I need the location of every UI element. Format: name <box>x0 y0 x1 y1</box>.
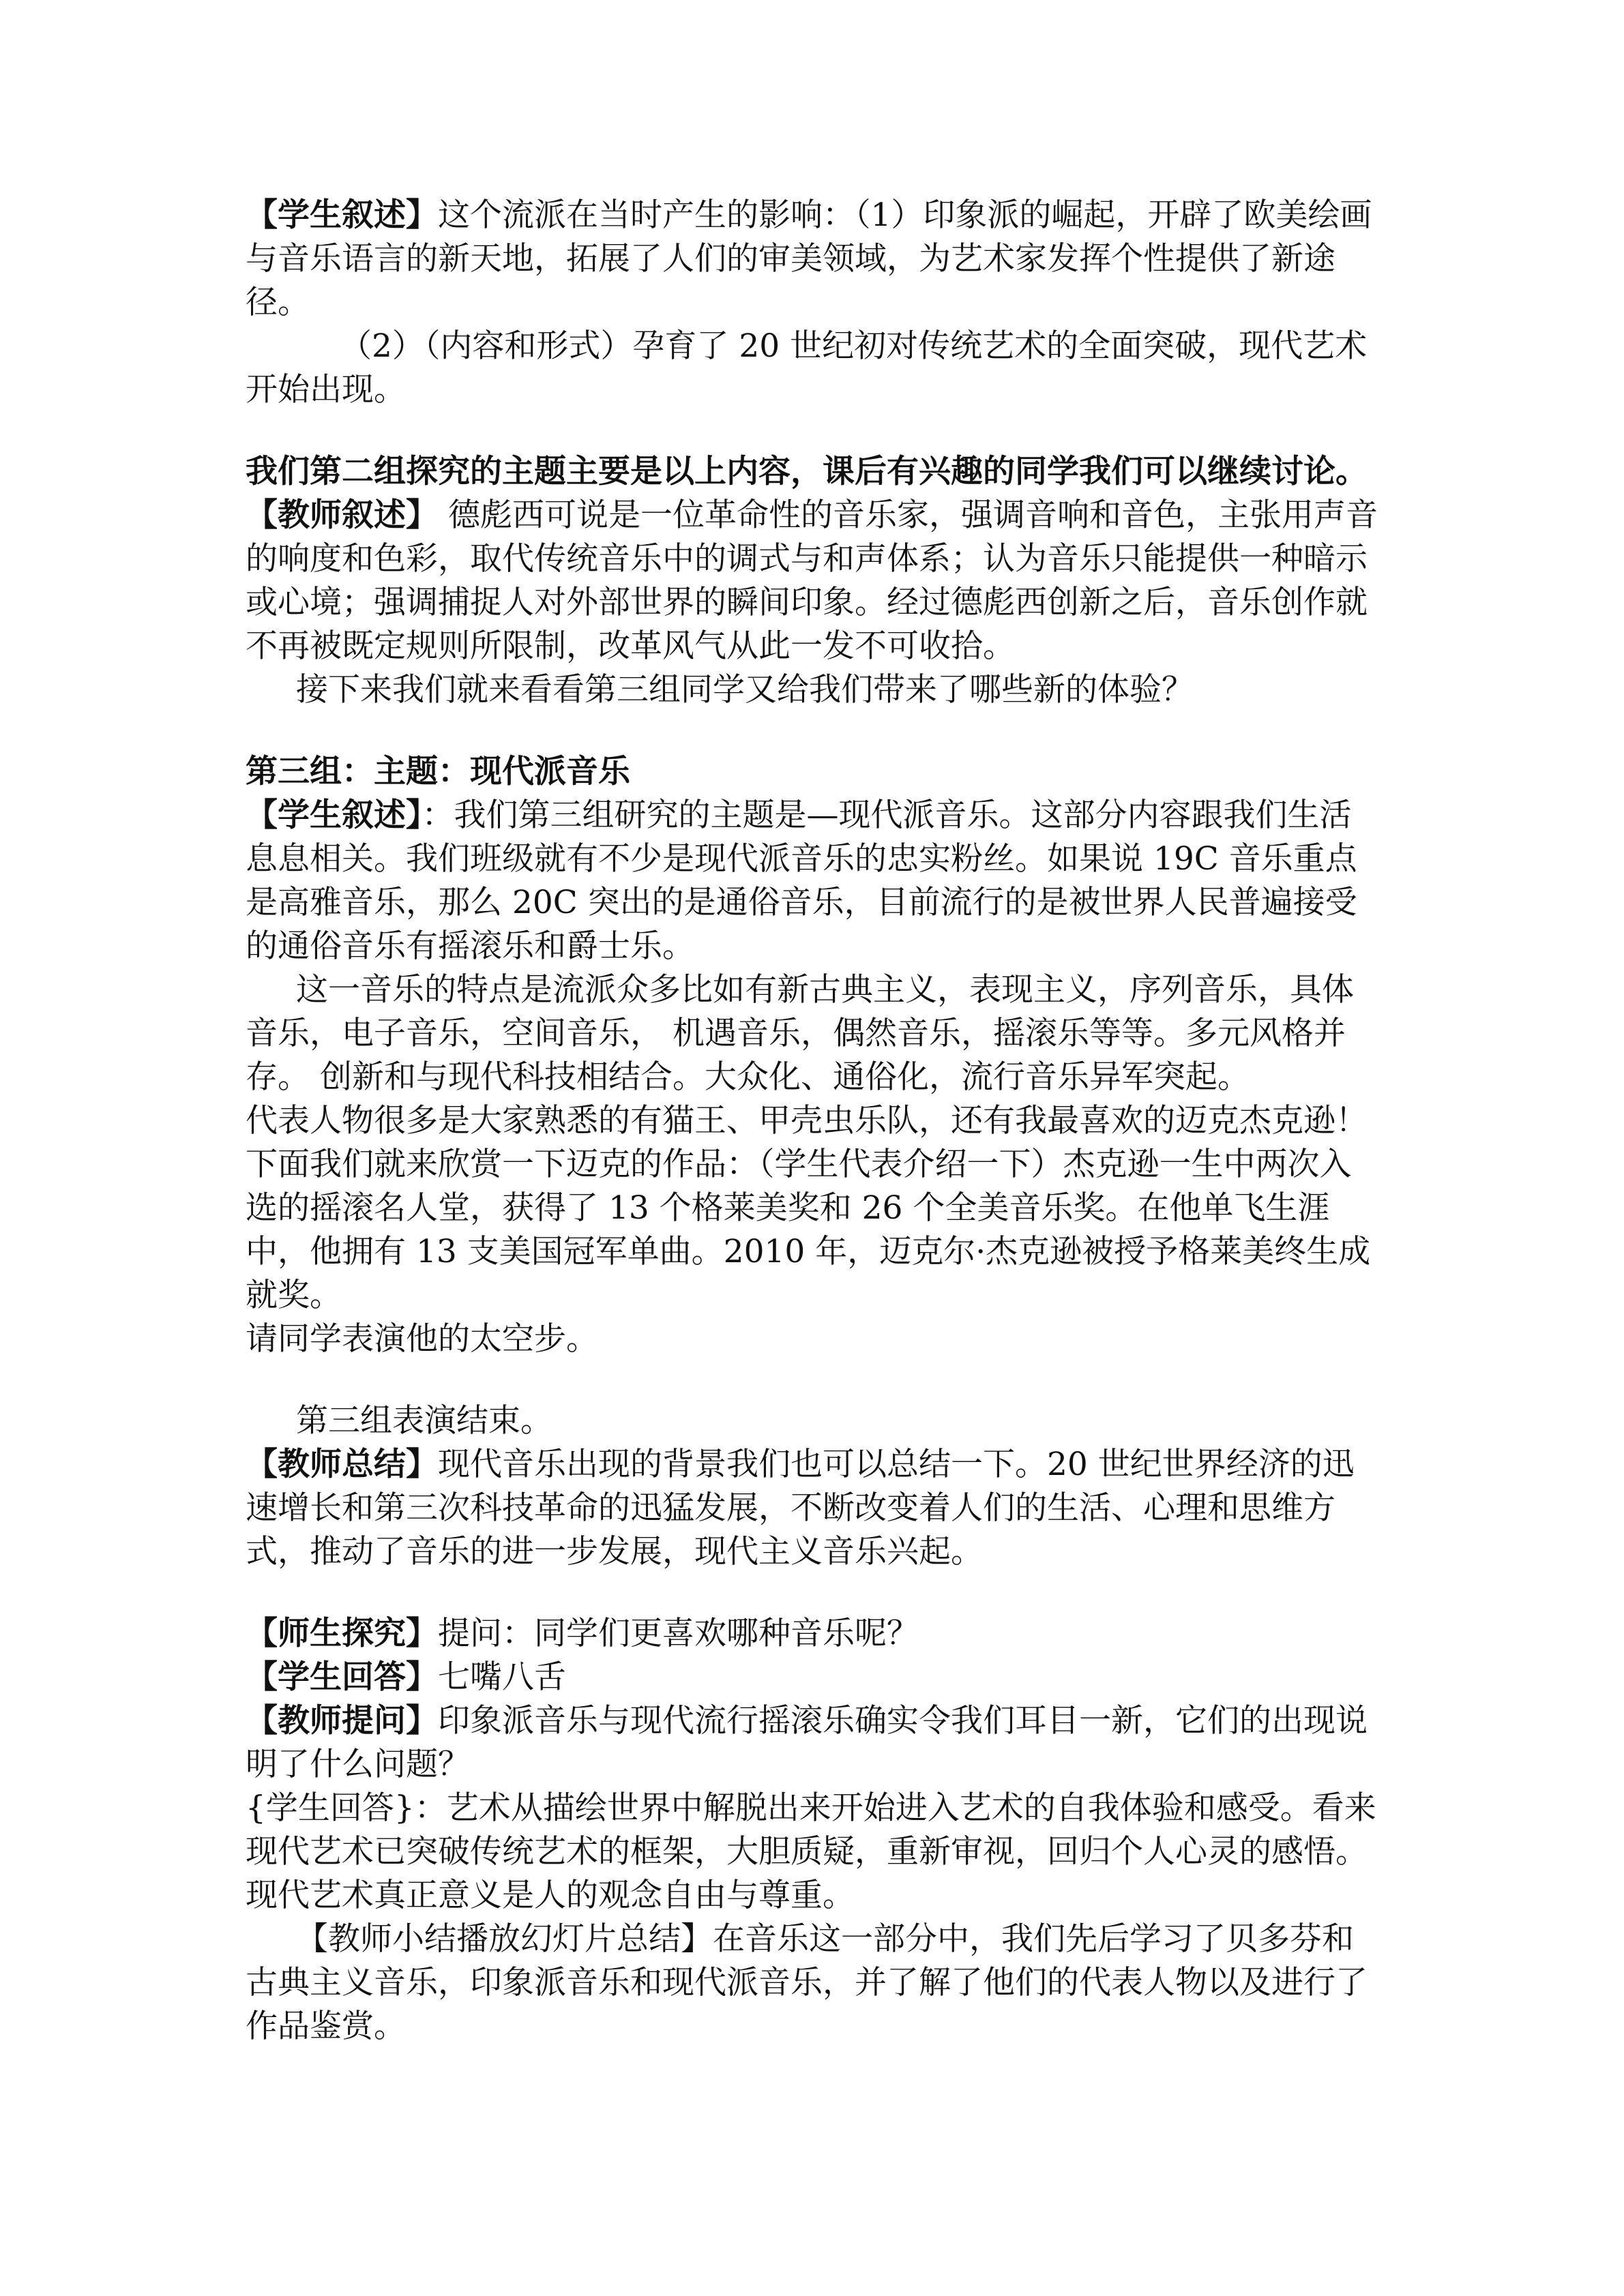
paragraph-representatives: 代表人物很多是大家熟悉的有猫王、甲壳虫乐队，还有我最喜欢的迈克杰克逊！下面我们就来欣赏一下迈克的作品：（学生代表介绍一下）杰克逊一生中两次入选的摇滚名人堂，获得了 13 个格莱美奖和 26 个全美音乐奖。在他单飞生涯中，他拥有 13 支美国冠军单曲。2010 年，迈克尔·杰克逊被授予格莱美终生成就奖。 <box>246 1102 1371 1314</box>
label-teacher-narration: 【教师叙述】 <box>246 496 438 534</box>
paragraph-student-answer <box>246 1656 1378 1699</box>
paragraph-teacher-narration <box>246 494 1378 668</box>
label-student-answer: 【学生回答】 <box>246 1658 438 1696</box>
paragraph-text: 这个流派在当时产生的影响：（1）印象派的崛起，开辟了欧美绘画与音乐语言的新天地，拓展了人们的审美领域，为艺术家发挥个性提供了新途径。 <box>246 196 1372 321</box>
paragraph-student-narration-1 <box>246 194 1378 325</box>
paragraph-moonwalk: 请同学表演他的太空步。 <box>246 1320 598 1358</box>
label-teacher-summary: 【教师总结】 <box>246 1446 438 1483</box>
label-student-narration: 【学生叙述】 <box>246 196 438 234</box>
paragraph-text: 现代音乐出现的背景我们也可以总结一下。20 世纪世界经济的迅速增长和第三次科技革命的迅猛发展，不断改变着人们的生活、心理和思维方式，推动了音乐的进一步发展，现代主义音乐兴起。 <box>246 1446 1355 1570</box>
blank-line <box>246 1361 1378 1399</box>
paragraph-text: 七嘴八舌 <box>438 1658 566 1696</box>
label-inquiry: 【师生探究】 <box>246 1615 438 1652</box>
paragraph-student-answer-2: {学生回答}：艺术从描绘世界中解脱出来开始进入艺术的自我体验和感受。看来现代艺术已突破传统艺术的框架，大胆质疑，重新审视，回归个人心灵的感悟。现代艺术真正意义是人的观念自由与尊重。 <box>246 1789 1376 1914</box>
paragraph-teacher-summary <box>246 1443 1378 1574</box>
paragraph-influence-2: （2）（内容和形式）孕育了 20 世纪初对传统艺术的全面突破，现代艺术开始出现。 <box>246 327 1368 408</box>
blank-line <box>246 1574 1378 1612</box>
paragraph-performance-end: 第三组表演结束。 <box>296 1402 552 1440</box>
label-student-narration: 【学生叙述】 <box>246 796 422 834</box>
paragraph-transition: 接下来我们就来看看第三组同学又给我们带来了哪些新的体验？ <box>296 671 1194 709</box>
paragraph-group-two-summary: 我们第二组探究的主题主要是以上内容，课后有兴趣的同学我们可以继续讨论。 <box>246 453 1368 490</box>
heading-group-three: 第三组：主题：现代派音乐 <box>246 753 630 790</box>
paragraph-teacher-wrapup: 【教师小结播放幻灯片总结】在音乐这一部分中，我们先后学习了贝多芬和古典主义音乐，印象派音乐和现代派音乐，并了解了他们的代表人物以及进行了作品鉴赏。 <box>246 1920 1368 2045</box>
paragraph-text: 印象派音乐与现代流行摇滚乐确实令我们耳目一新，它们的出现说明了什么问题？ <box>246 1702 1368 1783</box>
paragraph-music-features: 这一音乐的特点是流派众多比如有新古典主义，表现主义，序列音乐，具体音乐，电子音乐，空间音乐， 机遇音乐，偶然音乐，摇滚乐等等。多元风格并存。 创新和与现代科技相结合。大众化、通俗化，流行音乐异军突起。 <box>246 971 1354 1096</box>
label-teacher-question: 【教师提问】 <box>246 1702 438 1740</box>
paragraph-text: 提问：同学们更喜欢哪种音乐呢？ <box>438 1615 919 1652</box>
paragraph-teacher-question <box>246 1699 1378 1787</box>
paragraph-student-narration-2 <box>246 794 1378 968</box>
blank-line <box>246 412 1378 450</box>
blank-line <box>246 712 1378 750</box>
document-body <box>246 194 1378 2048</box>
paragraph-text: 德彪西可说是一位革命性的音乐家，强调音响和音色，主张用声音的响度和色彩，取代传统音乐中的调式与和声体系；认为音乐只能提供一种暗示或心境；强调捕捉人对外部世界的瞬间印象。经过德彪西创新之后，音乐创作就不再被既定规则所限制，改革风气从此一发不可收拾。 <box>246 496 1378 665</box>
paragraph-text: ：我们第三组研究的主题是—现代派音乐。这部分内容跟我们生活息息相关。我们班级就有不少是现代派音乐的忠实粉丝。如果说 19C 音乐重点是高雅音乐，那么 20C 突出的是通俗音乐，目前流行的是被世界人民普遍接受的通俗音乐有摇滚乐和爵士乐。 <box>246 796 1357 965</box>
paragraph-inquiry <box>246 1612 1378 1656</box>
